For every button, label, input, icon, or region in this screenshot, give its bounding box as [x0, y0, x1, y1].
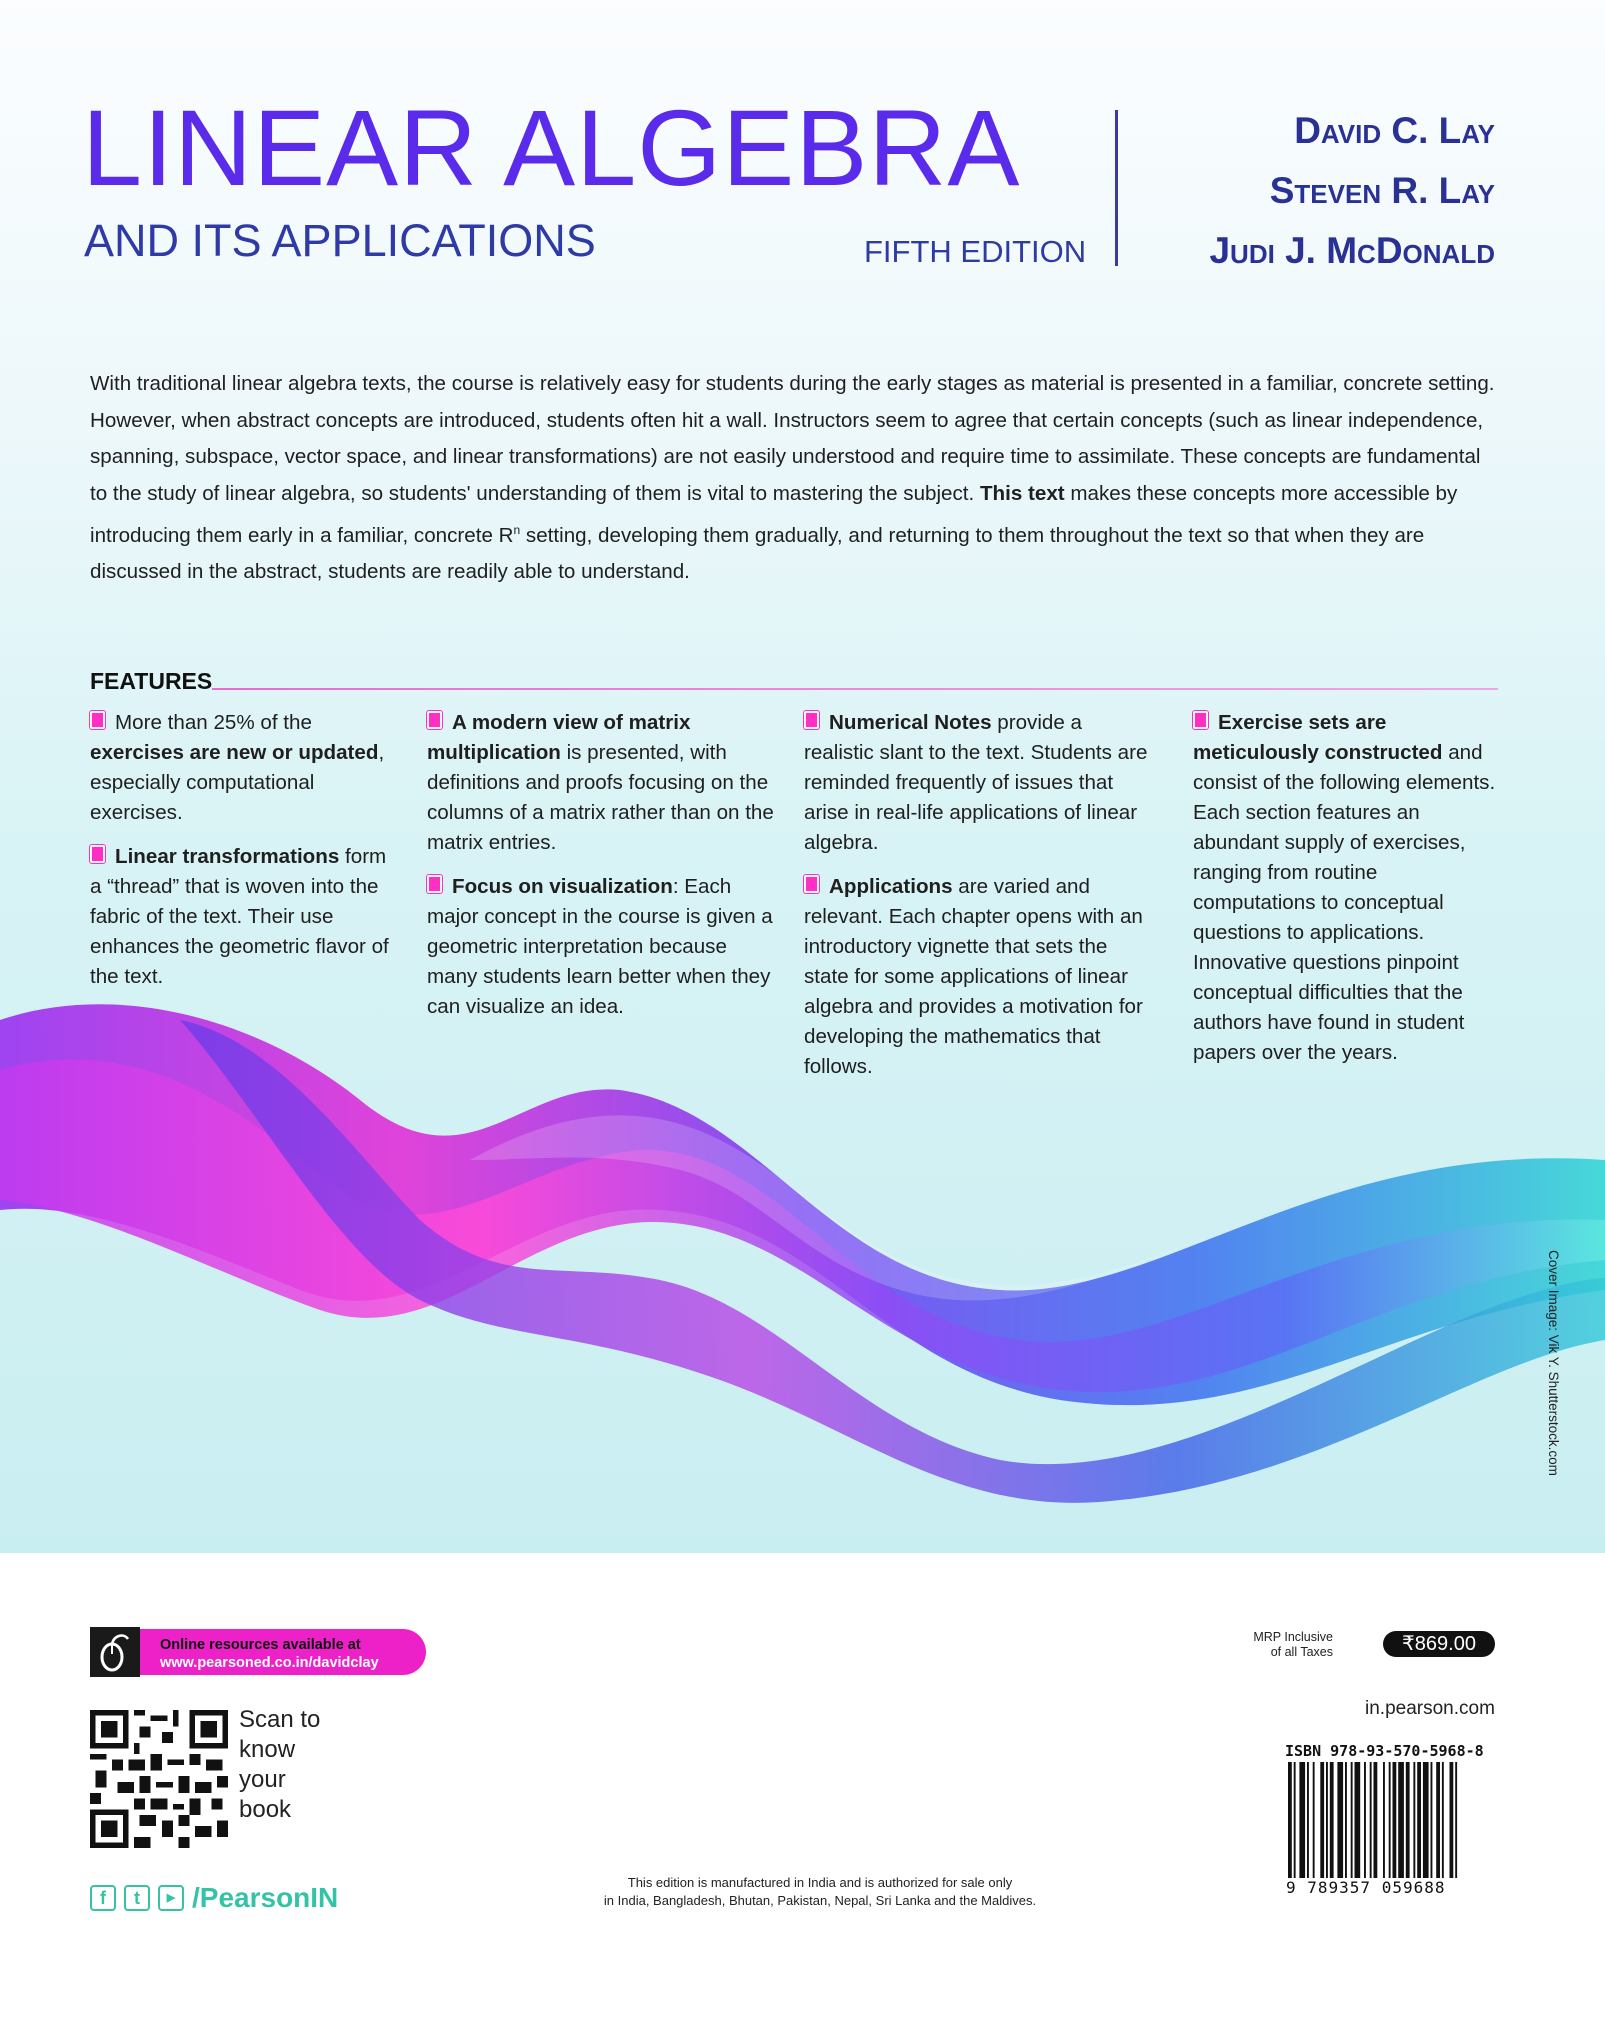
barcode-bar	[1307, 1762, 1309, 1878]
barcode-bar	[1450, 1762, 1454, 1878]
barcode-bar	[1393, 1762, 1397, 1878]
mrp-line: of all Taxes	[1270, 1645, 1333, 1659]
youtube-icon[interactable]: ▶	[158, 1885, 184, 1911]
feature-item: Applications are varied and relevant. Each chapter opens with an introductory vignette that sets the state for some applications of linear algebra and provides a motivation for developing the mathematics that follows.	[804, 875, 1143, 1078]
publisher-website[interactable]: in.pearson.com	[1365, 1698, 1495, 1719]
feature-item: Focus on visualization: Each major concept in the course is given a geometric interpretation because many students learn better when they can visualize an idea.	[427, 875, 773, 1018]
cover-image-credit: Cover Image: Vik Y. Shutterstock.com	[1546, 1250, 1561, 1476]
online-resources-label: Online resources available at	[160, 1637, 361, 1653]
mouse-icon	[90, 1627, 140, 1677]
barcode-bar	[1326, 1762, 1328, 1878]
bullet-icon	[427, 711, 442, 729]
barcode-bar	[1345, 1762, 1347, 1878]
barcode-bar	[1389, 1762, 1391, 1878]
features-heading: FEATURES	[90, 668, 213, 694]
barcode-bar	[1406, 1762, 1410, 1878]
edition-territory-note	[540, 1874, 1100, 1910]
feature-item: Linear transformations form a “thread” that is woven into the fabric of the text. Their use enhances the geometric flavor of the text.	[90, 845, 389, 988]
feature-item: A modern view of matrix multiplication is presented, with definitions and proofs focusing on the columns of a matrix rather than on the matrix entries.	[427, 711, 774, 854]
barcode-bar	[1330, 1762, 1334, 1878]
twitter-icon[interactable]: t	[124, 1885, 150, 1911]
feature-item: Numerical Notes provide a realistic slant to the text. Students are reminded frequently of issues that arise in real-life applications of linear algebra.	[804, 711, 1148, 854]
edition-label: FIFTH EDITION	[864, 234, 1087, 269]
barcode-bar	[1417, 1762, 1421, 1878]
barcode-bar	[1299, 1762, 1305, 1878]
social-handle[interactable]: /PearsonIN	[192, 1882, 339, 1913]
bullet-icon	[90, 845, 105, 863]
barcode-bar	[1364, 1762, 1366, 1878]
bullet-icon	[427, 875, 442, 893]
barcode-number: 9 789357 059688	[1286, 1878, 1446, 1897]
features-column-4	[1193, 708, 1496, 1082]
barcode-bar	[1455, 1762, 1457, 1878]
author-1: David C. Lay	[1294, 110, 1495, 151]
barcode-bar	[1288, 1762, 1292, 1878]
book-title: LINEAR ALGEBRA	[82, 87, 1021, 208]
barcode-bar	[1337, 1762, 1343, 1878]
barcode-bar	[1294, 1762, 1296, 1878]
bullet-icon	[1193, 711, 1208, 729]
bullet-icon	[804, 875, 819, 893]
scan-line: Scan to	[239, 1706, 321, 1733]
scan-line: book	[239, 1796, 292, 1823]
online-resources-banner	[90, 1627, 426, 1677]
online-resources-url[interactable]: www.pearsoned.co.in/davidclay	[160, 1655, 379, 1671]
author-2: Steven R. Lay	[1269, 170, 1495, 211]
note-line: This edition is manufactured in India and is authorized for sale only	[627, 1875, 1013, 1890]
barcode-bar	[1313, 1762, 1315, 1878]
author-3: Judi J. McDonald	[1209, 230, 1495, 271]
qr-code[interactable]	[90, 1710, 228, 1848]
title-divider	[1115, 110, 1118, 266]
isbn-label: ISBN 978-93-570-5968-8	[1285, 1742, 1484, 1760]
barcode-bar	[1442, 1762, 1444, 1878]
bullet-icon	[90, 711, 105, 729]
features-divider	[212, 688, 1498, 690]
mrp-label	[1225, 1630, 1333, 1660]
barcode-bar	[1436, 1762, 1440, 1878]
mrp-line: MRP Inclusive	[1253, 1630, 1333, 1644]
barcode-bar	[1320, 1762, 1324, 1878]
bullet-icon	[804, 711, 819, 729]
barcode-bar	[1355, 1762, 1361, 1878]
barcode-bar	[1351, 1762, 1353, 1878]
barcode-bar	[1423, 1762, 1429, 1878]
barcode-bar	[1413, 1762, 1415, 1878]
intro-paragraph: With traditional linear algebra texts, the course is relatively easy for students during the early stages as material is presented in a familiar, concrete setting. However, when abstract concepts are introduced, students often hit a wall. Instructors seem to agree that certain concepts (such as linear independence, spanning, subspace, vector space, and linear transformations) are not easily understood and require time to assimilate. These concepts are fundamental to the study of linear algebra, so students' understanding of them is vital to mastering the subject. This text makes these concepts more accessible by introducing them early in a familiar, concrete $R^n$ setting, developing them gradually, and returning to them throughout the text so that when they are discussed in the abstract, students are readily able to understand.	[90, 372, 1495, 584]
facebook-icon[interactable]: f	[90, 1885, 116, 1911]
book-subtitle: AND ITS APPLICATIONS	[84, 215, 596, 266]
scan-line: your	[239, 1766, 286, 1793]
scan-instruction	[239, 1705, 320, 1825]
features-column-3	[804, 708, 1154, 1096]
feature-item: Exercise sets are meticulously constructed and consist of the following elements. Each section features an abundant supply of exercises, ranging from routine computations to conceptual questions to applications. Innovative questions pinpoint conceptual difficulties that the authors have found in student papers over the years.	[1193, 711, 1496, 1064]
barcode-bar	[1370, 1762, 1372, 1878]
note-line: in India, Bangladesh, Bhutan, Pakistan, Nepal, Sri Lanka and the Maldives.	[603, 1893, 1037, 1908]
price-badge: ₹869.00	[1383, 1631, 1495, 1657]
scan-line: know	[239, 1736, 296, 1763]
barcode-bar	[1431, 1762, 1433, 1878]
barcode	[1288, 1762, 1499, 1878]
features-column-2	[427, 708, 779, 1036]
barcode-bar	[1398, 1762, 1404, 1878]
feature-item: More than 25% of the exercises are new or updated, especially computational exercises.	[90, 711, 385, 824]
barcode-bar	[1383, 1762, 1385, 1878]
barcode-bar	[1374, 1762, 1378, 1878]
features-column-1	[90, 708, 400, 1006]
